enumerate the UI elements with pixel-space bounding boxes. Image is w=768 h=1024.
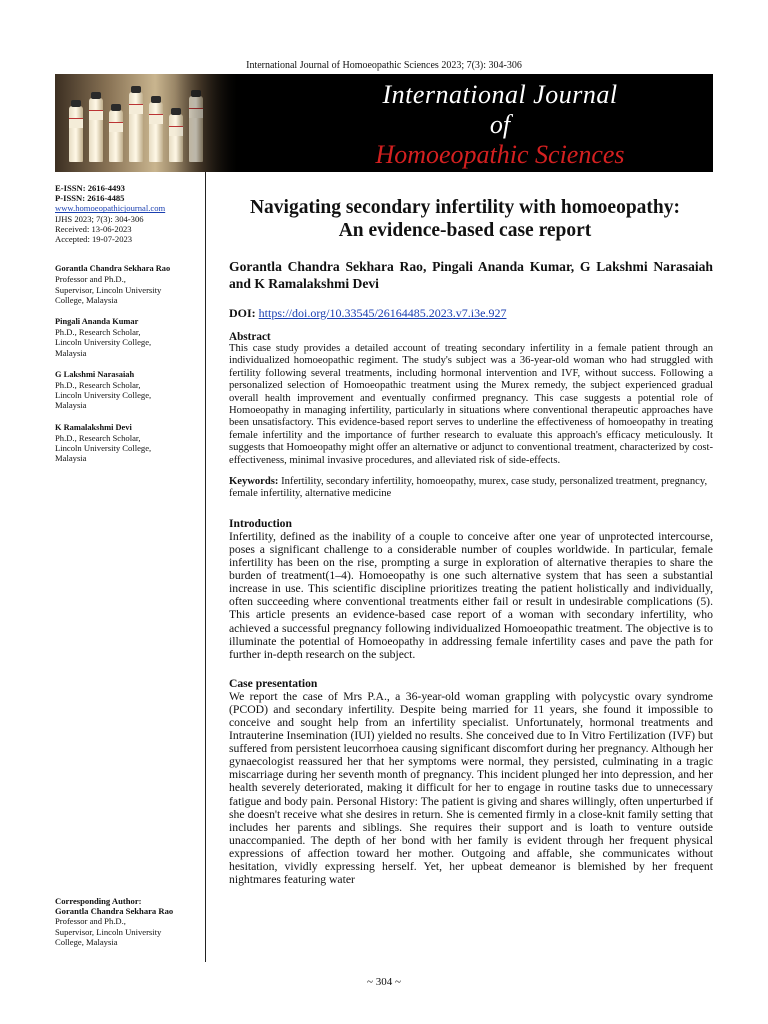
corresponding-affiliation: Professor and Ph.D., (55, 916, 126, 927)
received-date: Received: 13-06-2023 (55, 223, 132, 234)
case-presentation-heading: Case presentation (229, 676, 318, 690)
doi-link[interactable]: https://doi.org/10.33545/26164485.2023.v7.i3e.927 (258, 306, 507, 320)
article-authors: Gorantla Chandra Sekhara Rao, Pingali Ananda Kumar, G Lakshmi Narasaiah and K Ramalakshmi Devi (229, 259, 713, 291)
corresponding-affiliation: Supervisor, Lincoln University (55, 926, 162, 937)
author-affiliation: College, Malaysia (55, 294, 118, 305)
author-name: G Lakshmi Narasaiah (55, 369, 135, 379)
journal-banner (55, 74, 713, 172)
author-affiliation: Lincoln University College, (55, 390, 152, 401)
journal-title-line1: International Journal (382, 80, 618, 109)
abstract-heading: Abstract (229, 331, 271, 343)
doi-label: DOI: (229, 306, 256, 320)
pissn: P-ISSN: 2616-4485 (55, 193, 125, 204)
journal-title (295, 80, 705, 170)
introduction-text: Infertility, defined as the inability of a couple to conceive after one year of unprotected intercourse, poses a significant challenge to a considerable number of couples worldwide. In particular, female infertility has been on the rise, prompting a surge in exploration of alternative therapies to share the burden of treatment(1–4). Homoeopathy is one such alternative system that has seen a substantial increase in use. This scientific discipline prioritizes treating the patient holistically and individually, often succeeding where conventional treatments either fail or result in undesirable complications (5). This article presents an evidence-based case report of a woman with secondary infertility, who achieved a successful pregnancy following individualized Homoeopathic treatment. The objective is to illuminate the potential of Homoeopathy in addressing female infertility cases and pave the path for further in-depth research on the subject. (229, 529, 713, 661)
author-name: Pingali Ananda Kumar (55, 317, 139, 327)
article-body (229, 196, 713, 886)
journal-meta (55, 183, 201, 244)
author-affiliation: Ph.D., Research Scholar, (55, 327, 141, 338)
page-number: ~ 304 ~ (367, 976, 401, 988)
author-affiliation: Lincoln University College, (55, 337, 152, 348)
corresponding-affiliation: College, Malaysia (55, 936, 118, 947)
keywords (229, 476, 713, 501)
author-affiliation: Malaysia (55, 453, 87, 464)
author-affiliation: Ph.D., Research Scholar, (55, 432, 141, 443)
sidebar-author (55, 370, 201, 411)
author-affiliation: Ph.D., Research Scholar, (55, 380, 141, 391)
article-title-line2: An evidence-based case report (338, 220, 592, 241)
eissn: E-ISSN: 2616-4493 (55, 183, 125, 193)
banner-fade (175, 74, 255, 172)
author-affiliation: Malaysia (55, 347, 87, 358)
corresponding-name: Gorantla Chandra Sekhara Rao (55, 906, 174, 917)
author-affiliation: Supervisor, Lincoln University (55, 284, 162, 295)
abstract-text: This case study provides a detailed account of treating secondary infertility in a female patient through an individualized homoeopathic regiment. The study's subject was a 36-year-old woman who had struggled with fertility following several treatments, including hormonal intervention and IVF, without success. Following a personalized selection of Homoeopathic treatment using the Murex remedy, the subject experienced gradual overall health improvement and eventually confirmed pregnancy. This case suggests a potential role of Homoeopathy in managing infertility, particularly in situations where conventional therapeutic approaches have been unsatisfactory. This evidence-based report serves to underline the effectiveness of homoeopathy in treating female infertility and the importance of further research to evaluate this approach's efficacy meticulously. It suggests that Homoeopathy might offer an alternative or adjunct to conventional treatment, characterized by cost-effectiveness, minimal invasive procedures, and alleviated risk of side-effects. (229, 343, 713, 466)
author-affiliation: Lincoln University College, (55, 443, 152, 454)
author-name: K Ramalakshmi Devi (55, 422, 132, 432)
keywords-label: Keywords: (229, 476, 279, 488)
corresponding-label: Corresponding Author: (55, 896, 142, 906)
author-affiliation: Professor and Ph.D., (55, 274, 126, 285)
doi-line (229, 306, 713, 321)
accepted-date: Accepted: 19-07-2023 (55, 234, 133, 245)
corresponding-author (55, 896, 201, 947)
sidebar-author (55, 317, 201, 358)
case-presentation-text: We report the case of Mrs P.A., a 36-year-old woman grappling with polycystic ovary syndrome (PCOD) and secondary infertility. Despite being married for 11 years, she found it impossible to conceive and sought help from an infertility specialist. Unfortunately, hormonal treatments and Intrauterine Insemination (IUI) yielded no results. She conceived due to In Vitro Fertilization (IVF) but suffered from persistent leucorrhoea causing significant discomfort during her pregnancy. Although her gynaecologist reassured her that her symptoms were normal, they persisted, culminating in a tragic miscarriage during her seventh month of pregnancy. This incident plunged her into depression, and her health severely deteriorated, making it difficult for her to engage in routine tasks due to unnecessary fatigue and body pain. Personal History: The patient is giving and shares willingly, often unperturbed if she doesn't receive what she desires in return. She is cemented firmly in a close-knit family setting that includes her parents and siblings. She requires their support and is loath to venture outside unaccompanied. The depth of her bond with her family is evident through her frequent physical expressions of affection toward her mother. Outgoing and affable, she communicates without hesitation, vividly expressing herself. Yet, her upbeat demeanor is blemished by her frequent nightmares featuring water (229, 689, 713, 887)
author-affiliation: Malaysia (55, 400, 87, 411)
column-divider (205, 172, 206, 962)
sidebar-author (55, 264, 201, 305)
journal-title-line2: of (489, 110, 511, 139)
sidebar (55, 183, 201, 463)
running-head: International Journal of Homoeopathic Sciences 2023; 7(3): 304-306 (246, 60, 522, 71)
ijhs-citation: IJHS 2023; 7(3): 304-306 (55, 213, 144, 224)
journal-website-link[interactable]: www.homoeopathicjournal.com (55, 203, 166, 214)
journal-title-line3: Homoeopathic Sciences (375, 140, 625, 169)
sidebar-author (55, 423, 201, 464)
introduction-heading: Introduction (229, 516, 292, 530)
keywords-text: Infertility, secondary infertility, homoeopathy, murex, case study, personalized treatment, pregnancy, female infertility, alternative medicine (229, 476, 708, 500)
author-name: Gorantla Chandra Sekhara Rao (55, 264, 171, 274)
article-title (217, 196, 713, 242)
article-title-line1: Navigating secondary infertility with homoeopathy: (249, 197, 681, 218)
